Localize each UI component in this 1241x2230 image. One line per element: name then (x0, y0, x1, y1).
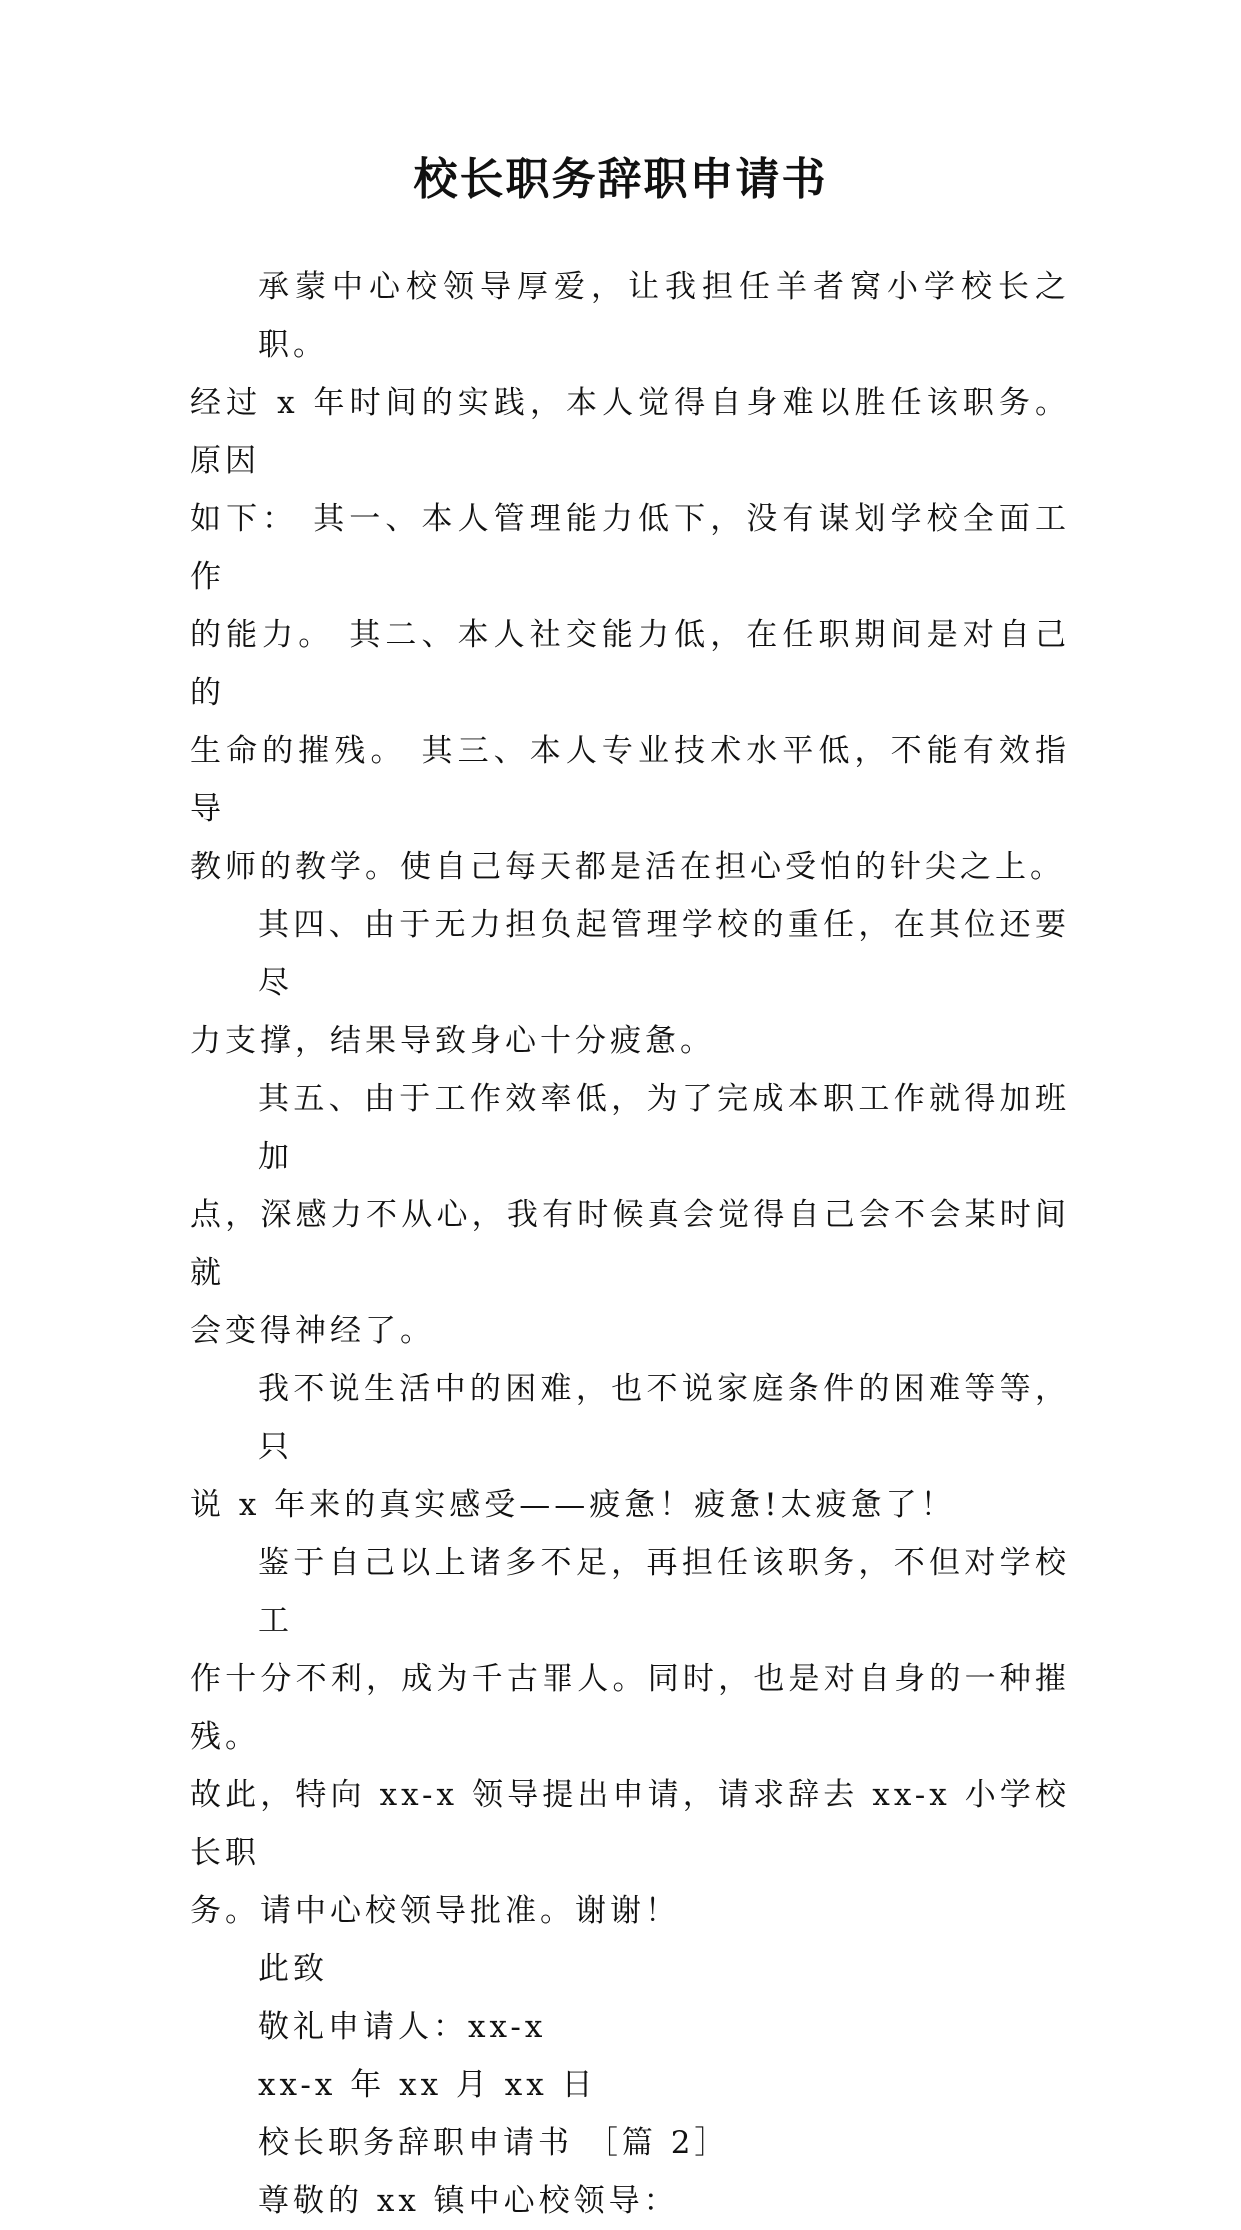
paragraph-line: 我不说生活中的困难，也不说家庭条件的困难等等，只 (258, 1371, 1070, 1465)
paragraph-4 (190, 1360, 1070, 1534)
paragraph-line: 教师的教学。使自己每天都是活在担心受怕的针尖之上。 (190, 849, 1065, 885)
paragraph-line: 经过 x 年时间的实践，本人觉得自身难以胜任该职务。原因 (190, 385, 1070, 479)
paragraph-line: 点，深感力不从心，我有时候真会觉得自己会不会某时间就 (190, 1197, 1070, 1291)
paragraph-line: 说 x 年来的真实感受——疲惫！疲惫!太疲惫了！ (190, 1487, 956, 1523)
paragraph-line: 务。请中心校领导批准。谢谢！ (190, 1893, 680, 1929)
greeting-line (190, 2172, 1070, 2230)
paragraph-line: 会变得神经了。 (190, 1313, 435, 1349)
paragraph-line: 承蒙中心校领导厚爱，让我担任羊者窝小学校长之职。 (258, 269, 1070, 363)
paragraph-line: 尊敬的 xx 镇中心校领导： (258, 2183, 679, 2219)
paragraph-line: 力支撑，结果导致身心十分疲惫。 (190, 1023, 715, 1059)
paragraph-3 (190, 1070, 1070, 1360)
paragraph-line: 其五、由于工作效率低，为了完成本职工作就得加班加 (258, 1081, 1070, 1175)
date-line (190, 2056, 1070, 2114)
paragraph-line: 敬礼申请人：xx-x (258, 2009, 547, 2045)
paragraph-line: 鉴于自己以上诸多不足，再担任该职务，不但对学校工 (258, 1545, 1070, 1639)
paragraph-line: 校长职务辞职申请书 ［篇 2］ (258, 2125, 730, 2161)
paragraph-line: 生命的摧残。 其三、本人专业技术水平低，不能有效指导 (190, 733, 1070, 827)
signature-line (190, 1998, 1070, 2056)
paragraph-line: 此致 (258, 1951, 328, 1987)
paragraph-2 (190, 896, 1070, 1070)
document-body (190, 258, 1070, 2230)
paragraph-5 (190, 1534, 1070, 1940)
paragraph-line: 的能力。 其二、本人社交能力低，在任职期间是对自己的 (190, 617, 1070, 711)
paragraph-line: 如下： 其一、本人管理能力低下，没有谋划学校全面工作 (190, 501, 1070, 595)
paragraph-line: 故此，特向 xx-x 领导提出申请，请求辞去 xx-x 小学校长职 (190, 1777, 1070, 1871)
paragraph-line: 作十分不利，成为千古罪人。同时，也是对自身的一种摧残。 (190, 1661, 1070, 1755)
document-title: 校长职务辞职申请书 (413, 154, 828, 205)
section-heading-2 (190, 2114, 1070, 2172)
paragraph-1 (190, 258, 1070, 896)
paragraph-line: xx-x 年 xx 月 xx 日 (258, 2067, 597, 2103)
paragraph-line: 其四、由于无力担负起管理学校的重任，在其位还要尽 (258, 907, 1070, 1001)
closing-salutation (190, 1940, 1070, 1998)
